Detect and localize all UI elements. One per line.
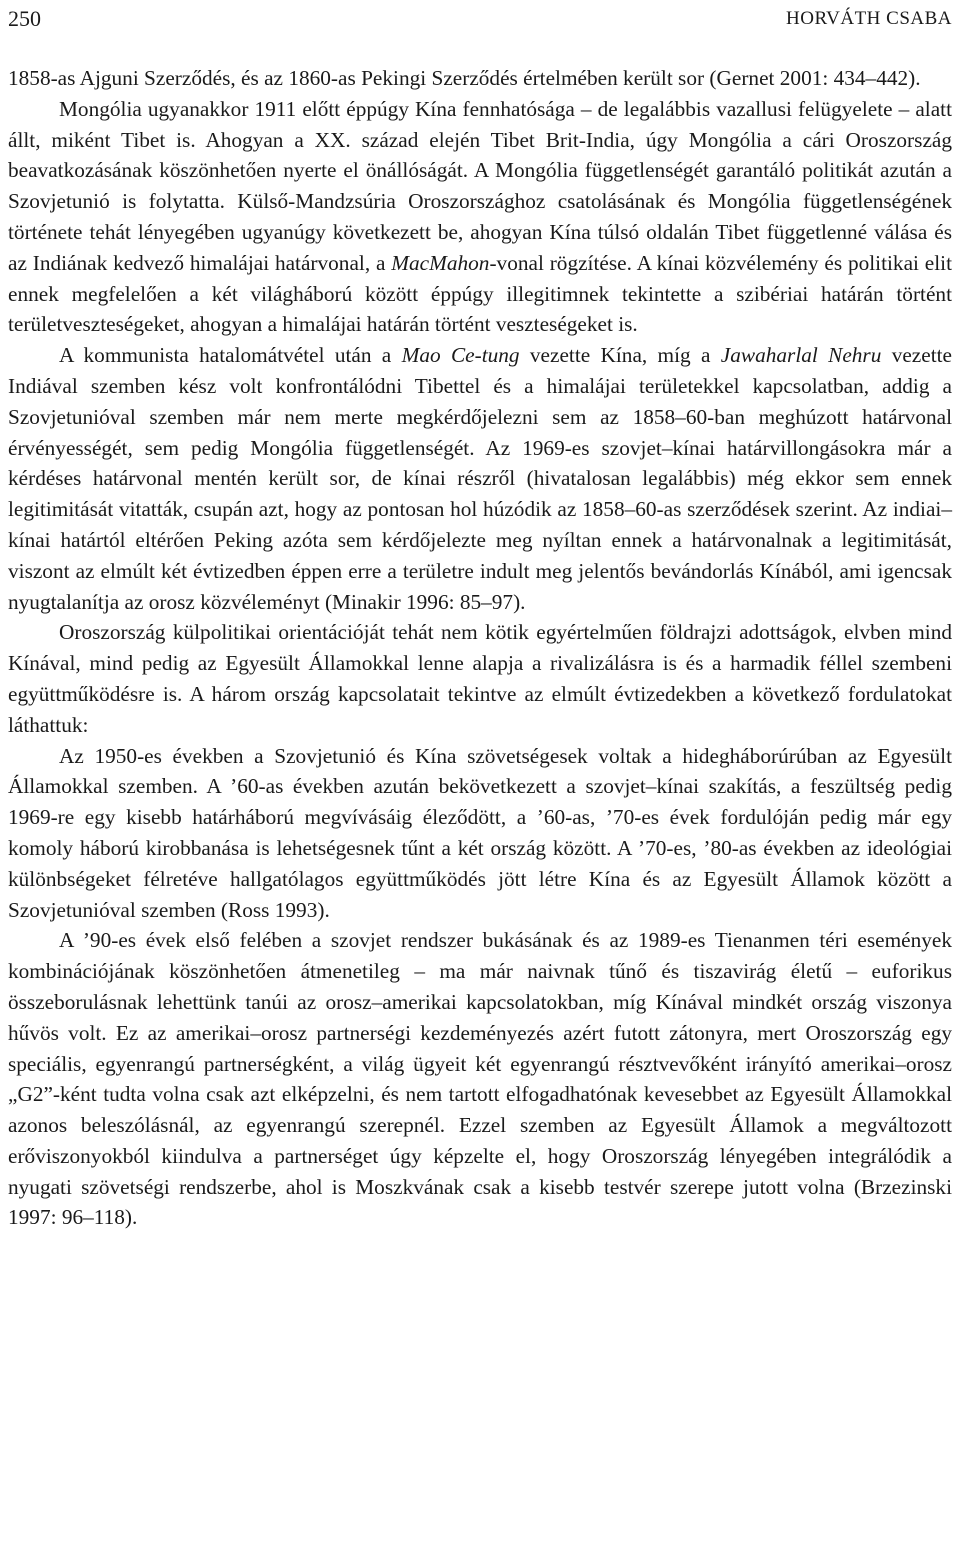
running-head: HORVÁTH CSABA — [786, 8, 952, 29]
page-header — [8, 4, 952, 34]
text-span: -vonal rögzítése. A kínai közvélemény és politikai elit ennek megfelelően a két világháború között éppúgy illegitimnek tekintette a szibériai határán történt területveszteségeket, ahogyan a himalájai határán történt veszteségeket is. — [8, 250, 952, 337]
paragraph-1 — [8, 63, 952, 94]
text-span: A kommunista hatalomátvétel után a — [59, 343, 402, 368]
text-span: Oroszország külpolitikai orientációját tehát nem kötik egyértelműen földrajzi adottságok, elvben mind Kínával, mind pedig az Egyesült Államokkal lenne alapja a rivalizálásra is és a harmadik féllel szembeni együttműködésre is. A három ország kapcsolatait tekintve az elmúlt évtizedekben a következő fordulatokat láthattuk: — [8, 620, 952, 737]
text-span: 1858-as Ajguni Szerződés, és az 1860-as Pekingi Szerződés értelmében került sor (Gernet 2001: 434–442). — [8, 66, 921, 90]
text-span: vezette Indiával szemben kész volt konfrontálódni Tibettel és a himalájai területekkel kapcsolatban, addig a Szovjetunióval szemben már nem merte megkérdőjelezni sem az 1858–60-ban meghúzott határvonal érvényességét, sem pedig Mongólia függetlenségét. Az 1969-es szovjet–kínai határvillongásokra már a kérdéses határvonal mentén került sor, de kínai részről (hivatalosan legalábbis) még ekkor sem ennek legitimitását vitatták, csupán azt, hogy az pontosan hol húzódik az 1858–60-as szerződések szerint. Az indiai–kínai határtól eltérően Peking azóta sem kérdőjelezte meg nyíltan ennek a határvonalnak a legitimitását, viszont az elmúlt két évtizedben éppen erre a területre indult meg jelentős bevándorlás Kínából, ami igencsak nyugtalanítja az orosz közvéleményt (Minakir 1996: 85–97). — [8, 343, 952, 614]
text-span: vezette Kína, míg a — [519, 343, 721, 368]
paragraph-4 — [8, 617, 952, 740]
italic-term-macmahon: MacMahon — [391, 250, 490, 275]
text-span: Az 1950-es években a Szovjetunió és Kína szövetségesek voltak a hidegháborúrúban az Egyesült Államokkal szemben. A ’60-as években azután bekövetkezett a szovjet–kínai szakítás, a feszültség pedig 1969-re egy kisebb határháború megvívásáig éleződött, a ’60-as, ’70-es évek fordulóján pedig már egy komoly háború kirobbanása is lehetségesnek tűnt a két ország között. A ’70-es, ’80-as években az ideológiai különbségeket félretéve hallgatólagos együttműködés jött létre Kína és az Egyesült Államok között a Szovjetunióval szemben (Ross 1993). — [8, 743, 952, 922]
paragraph-6 — [8, 925, 952, 1233]
paragraph-3 — [8, 340, 952, 617]
italic-name-mao: Mao Ce-tung — [401, 343, 520, 368]
italic-name-nehru: Jawaharlal Nehru — [720, 343, 882, 368]
text-span: A ’90-es évek első felében a szovjet rendszer bukásának és az 1989-es Tienanmen téri események kombinációjának köszönhetően átmenetileg – ma már naivnak tűnő és tiszavirág életű – euforikus összeborulásnak lehettünk tanúi az orosz–amerikai kapcsolatokban, míg Kínával mindkét ország viszonya hűvös volt. Ez az amerikai–orosz partnerségi kezdeményezés azért futott zátonyra, mert Oroszország egy speciális, egyenrangú partnerségként, a világ ügyeit két egyenrangú résztvevőként irányító amerikai–orosz „G2”-ként tudta volna csak azt elképzelni, és nem tartott elfogadhatónak kevesebbet az Egyesült Államokkal azonos beleszólásnál, az egyenrangú szerepnél. Ezzel szemben az Egyesült Államok a megváltozott erőviszonyokból kiindulva a partnerséget úgy képzelte el, hogy Oroszország lényegében integrálódik a nyugati szövetségi rendszerbe, ahol is Moszkvának csak a kisebb testvér szerepe jutott volna (Brzezinski 1997: 96–118). — [8, 928, 952, 1230]
paragraph-5 — [8, 741, 952, 926]
body-text — [8, 63, 952, 1233]
page-number: 250 — [8, 6, 41, 31]
text-span: Mongólia ugyanakkor 1911 előtt éppúgy Kína fennhatósága – de legalábbis vazallusi felügyelete – alatt állt, miként Tibet is. Ahogyan a XX. század elején Tibet Brit-India, úgy Mongólia a cári Oroszország beavatkozásának köszönhetően nyerte el önállóságát. A Mongólia függetlenségét garantáló politikát azután a Szovjetunió is folytatta. Külső-Mandzsúria Oroszországhoz csatolásának és Mongólia függetlenségének története tehát lényegében ugyanúgy következett be, ahogyan Kína túlsó oldalán Tibet függetlenné válása és az Indiának kedvező himalájai határvonal, a — [8, 96, 952, 275]
paragraph-2 — [8, 94, 952, 340]
